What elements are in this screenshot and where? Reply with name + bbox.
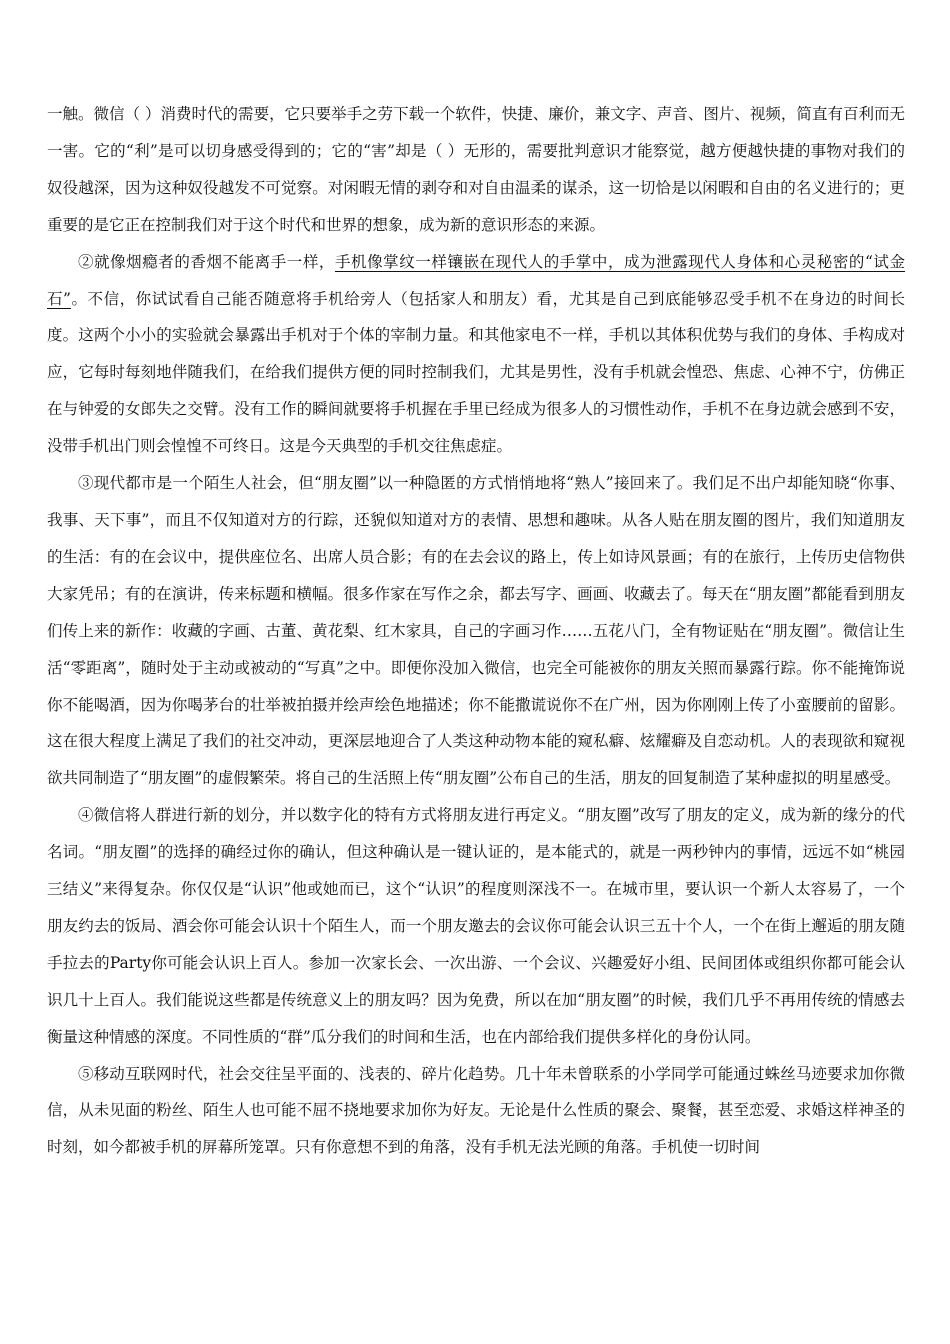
paragraph-5-text: ⑤移动互联网时代，社会交往呈平面的、浅表的、碎片化趋势。几十年未曾联系的小学同学可能通过蛛丝马迹要求加你微信，从未见面的粉丝、陌生人也可能不屈不挠地要求加你为好友。无论是什么性质的聚会、聚餐，甚至恋爱、求婚这样神圣的时刻，如今都被手机的屏幕所笼罩。只有你意想不到的角落，没有手机无法光顾的角落。手机使一切时间 xyxy=(47,1064,905,1157)
paragraph-3-text: ③现代都市是一个陌生人社会，但“朋友圈”以一种隐匿的方式悄悄地将“熟人”接回来了。我们足不出户却能知晓“你事、我事、天下事”，而且不仅知道对方的行踪，还貌似知道对方的表情、思想和趣味。从各人贴在朋友圈的图片，我们知道朋友的生活：有的在会议中，提供座位名、出席人员合影；有的在去会议的路上，传上如诗风景画；有的在旅行，上传历史信物供大家凭吊；有的在演讲，传来标题和横幅。很多作家在写作之余，都去写字、画画、收藏去了。每天在“朋友圈”都能看到朋友们传上来的新作：收藏的字画、古董、黄花梨、红木家具，自己的字画习作……五花八门，全有物证贴在“朋友圈”。微信让生活“零距离”，随时处于主动或被动的“写真”之中。即便你没加入微信，也完全可能被你的朋友关照而暴露行踪。你不能掩饰说你不能喝酒，因为你喝茅台的壮举被拍摄并绘声绘色地描述；你不能撒谎说你不在广州，因为你刚刚上传了小蛮腰前的留影。这在很大程度上满足了我们的社交冲动，更深层地迎合了人类这种动物本能的窥私癖、炫耀癖及自恋动机。人的表现欲和窥视欲共同制造了“朋友圈”的虚假繁荣。将自己的生活照上传“朋友圈”公布自己的生活，朋友的回复制造了某种虚拟的明星感受。 xyxy=(47,474,905,788)
paragraph-4-text: ④微信将人群进行新的划分，并以数字化的特有方式将朋友进行再定义。“朋友圈”改写了朋友的定义，成为新的缘分的代名词。“朋友圈”的选择的确经过你的确认，但这种确认是一键认证的，是本能式的，就是一两秒钟内的事情，远远不如“桃园三结义”来得复杂。你仅仅是“认识”他或她而已，这个“认识”的程度则深浅不一。在城市里，要认识一个新人太容易了，一个朋友约去的饭局、酒会你可能会认识十个陌生人，而一个朋友邀去的会议你可能会认识三五十个人，一个在街上邂逅的朋友随手拉去的Party你可能会认识上百人。参加一次家长会、一次出游、一个会议、兴趣爱好小组、民间团体或组织你都可能会认识几十上百人。我们能说这些都是传统意义上的朋友吗？因为免费，所以在加“朋友圈”的时候，我们几乎不再用传统的情感去衡量这种情感的深度。不同性质的“群”瓜分我们的时间和生活，也在内部给我们提供多样化的身份认同。 xyxy=(47,806,905,1046)
paragraph-2 xyxy=(47,244,905,465)
paragraph-1 xyxy=(47,96,905,244)
paragraph-4 xyxy=(47,797,905,1055)
paragraph-3 xyxy=(47,465,905,797)
underlined-sentence: 手机像掌纹一样镶嵌在现代人的手掌中，成为泄露现代人身体和心灵秘密的“试金石” xyxy=(47,252,905,308)
paragraph-2-text-b: 。不信，你试试看自己能否随意将手机给旁人（包括家人和朋友）看，尤其是自己到底能够忍受手机不在身边的时间长度。这两个小小的实验就会暴露出手机对于个体的宰制力量。和其他家电不一样，手机以其体积优势与我们的身体、手构成对应，它每时每刻地伴随我们，在给我们提供方便的同时控制我们，尤其是男性，没有手机就会惶恐、焦虑、心神不宁，仿佛正在与钟爱的女郎失之交臂。没有工作的瞬间就要将手机握在手里已经成为很多人的习惯性动作，手机不在身边就会感到不安，没带手机出门则会惶惶不可终日。这是今天典型的手机交往焦虑症。 xyxy=(47,289,905,456)
document-body xyxy=(47,96,905,1166)
paragraph-1-text: 一触。微信（ ）消费时代的需要，它只要举手之劳下载一个软件，快捷、廉价，兼文字、声音、图片、视频，简直有百利而无一害。它的“利”是可以切身感受得到的；它的“害”却是（ ）无形的，需要批判意识才能察觉，越方便越快捷的事物对我们的奴役越深，因为这种奴役越发不可觉察。对闲暇无情的剥夺和对自由温柔的谋杀，这一切恰是以闲暇和自由的名义进行的；更重要的是它正在控制我们对于这个时代和世界的想象，成为新的意识形态的来源。 xyxy=(47,105,905,234)
paragraph-2-text-a: ②就像烟瘾者的香烟不能离手一样， xyxy=(78,252,335,271)
paragraph-5 xyxy=(47,1056,905,1167)
